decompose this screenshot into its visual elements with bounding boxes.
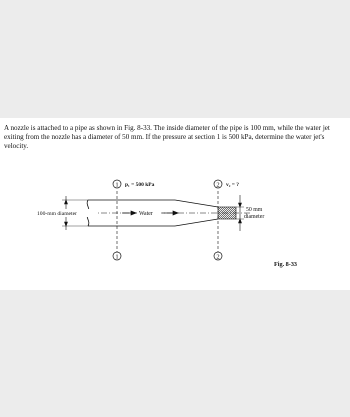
section-2-top-label: 2	[216, 181, 220, 189]
jet-diameter-label-line1: 50 mm	[246, 207, 263, 213]
section-1-bottom-label: 1	[115, 253, 119, 261]
problem-statement: A nozzle is attached to a pipe as shown in Fig. 8-33. The inside diameter of the pipe is 100 mm, while the water jet exiting from the nozzle has a diameter of 50 mm. If the pressure at section 1 is 500 kPa, determine the water jet's velocity.	[4, 124, 330, 150]
section-2-bottom-label: 2	[216, 253, 220, 261]
section-1-top-label: 1	[115, 181, 119, 189]
fluid-label: Water	[139, 211, 153, 217]
pressure-label: p₁ = 500 kPa	[125, 182, 155, 188]
nozzle-figure	[0, 170, 350, 270]
figure-caption: Fig. 8-33	[274, 261, 298, 268]
jet-diameter-label-line2: diameter	[244, 214, 265, 220]
velocity-label: v₂ = ?	[226, 182, 240, 188]
pipe-diameter-label: 100-mm diameter	[37, 211, 77, 217]
